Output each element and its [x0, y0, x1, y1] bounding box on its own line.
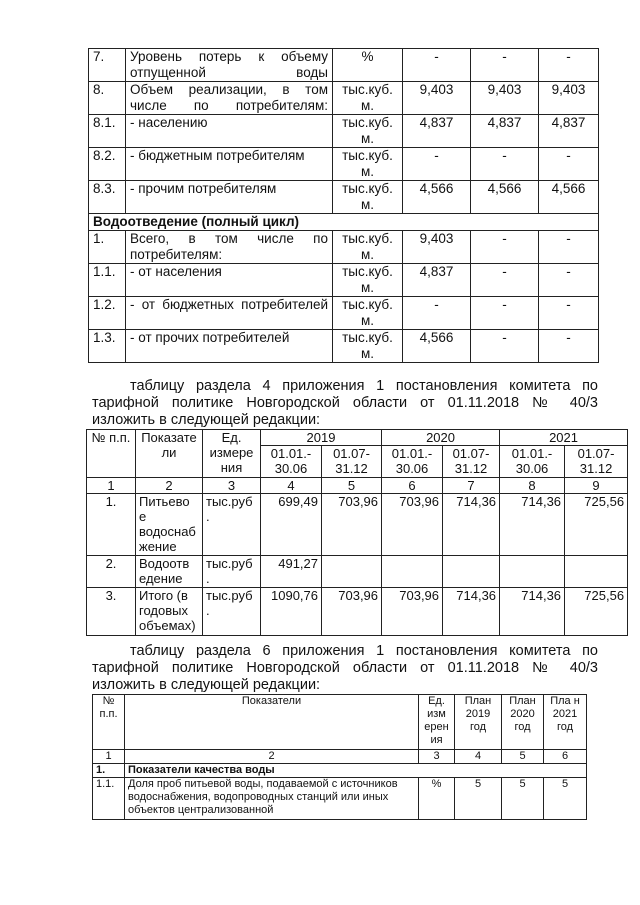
column-number: 3: [203, 478, 261, 494]
row-value: 725,56: [565, 588, 628, 636]
row-number: 8.1.: [89, 115, 126, 148]
row-name: Доля проб питьевой воды, подаваемой с источников водоснабжения, водопроводных станций или иных объектов централизованной: [125, 778, 419, 820]
row-value: [322, 556, 382, 588]
section-row: [89, 214, 599, 231]
column-number: 1: [93, 750, 125, 764]
column-number: 6: [382, 478, 443, 494]
header-period: 01.01.- 30.06: [382, 446, 443, 478]
row-name: - населению: [126, 115, 333, 148]
row-value: -: [471, 264, 539, 297]
column-number: 2: [125, 750, 419, 764]
table-row: [89, 148, 599, 181]
row-number: 1.1.: [89, 264, 126, 297]
row-number: 1.1.: [93, 778, 125, 820]
row-value: 5: [544, 778, 587, 820]
row-unit: тыс.куб. м.: [333, 181, 403, 214]
column-number: 2: [136, 478, 203, 494]
row-value: 703,96: [382, 588, 443, 636]
header-period: 01.01.- 30.06: [261, 446, 322, 478]
row-number: 8.: [89, 82, 126, 115]
row-number: 8.2.: [89, 148, 126, 181]
row-value: 699,49: [261, 494, 322, 556]
section-row: [93, 764, 587, 778]
row-value: -: [539, 49, 599, 82]
paragraph-line: тарифной политике Новгородской области от 01.11.2018 № 40/3: [92, 395, 598, 411]
row-value: 4,566: [403, 181, 471, 214]
column-number: 9: [565, 478, 628, 494]
table-row: [87, 588, 628, 636]
column-number: 4: [261, 478, 322, 494]
section-title: Показатели качества воды: [125, 764, 587, 778]
row-number: 3.: [87, 588, 136, 636]
column-number: 6: [544, 750, 587, 764]
row-number: 8.3.: [89, 181, 126, 214]
header-unit: Ед. изм ерен ия: [419, 695, 455, 750]
row-name: Всего, в том числе по потребителям:: [126, 231, 333, 264]
row-value: -: [471, 330, 539, 363]
column-number: 4: [455, 750, 502, 764]
column-number: 5: [322, 478, 382, 494]
row-unit: тыс.куб. м.: [333, 82, 403, 115]
row-value: -: [539, 330, 599, 363]
table-row: [89, 82, 599, 115]
row-number: 1.2.: [89, 297, 126, 330]
row-value: 9,403: [403, 82, 471, 115]
table-row: [89, 181, 599, 214]
row-name: Уровень потерь к объему отпущенной воды: [126, 49, 333, 82]
column-number: 3: [419, 750, 455, 764]
row-value: -: [539, 231, 599, 264]
row-value: 714,36: [500, 494, 565, 556]
paragraph-line: изложить в следующей редакции:: [92, 677, 321, 693]
table-row: [89, 330, 599, 363]
row-value: 1090,76: [261, 588, 322, 636]
row-value: 5: [502, 778, 544, 820]
row-value: 491,27: [261, 556, 322, 588]
row-value: -: [471, 231, 539, 264]
row-name: - от прочих потребителей: [126, 330, 333, 363]
table-row: [89, 49, 599, 82]
row-unit: тыс.куб. м.: [333, 264, 403, 297]
row-unit: %: [333, 49, 403, 82]
table-row: [89, 264, 599, 297]
row-value: -: [539, 297, 599, 330]
header-period: 01.07- 31.12: [443, 446, 500, 478]
header-period: 01.07- 31.12: [322, 446, 382, 478]
amendment-paragraph: [92, 643, 598, 694]
row-name: - прочим потребителям: [126, 181, 333, 214]
row-value: 4,837: [539, 115, 599, 148]
header-indicators: Показатели: [125, 695, 419, 750]
row-unit: тыс.куб. м.: [333, 297, 403, 330]
row-value: 725,56: [565, 494, 628, 556]
table-row: [93, 778, 587, 820]
header-number: № п.п.: [93, 695, 125, 750]
row-value: 703,96: [322, 494, 382, 556]
header-plan: Пла н 2021 год: [544, 695, 587, 750]
row-unit: тыс.руб .: [203, 556, 261, 588]
row-unit: тыс.куб. м.: [333, 231, 403, 264]
row-value: 4,837: [403, 264, 471, 297]
table-row: [87, 494, 628, 556]
row-value: 4,566: [471, 181, 539, 214]
row-value: 714,36: [443, 588, 500, 636]
header-row: [93, 695, 587, 750]
column-number-row: [87, 478, 628, 494]
header-period: 01.01.- 30.06: [500, 446, 565, 478]
row-value: 4,837: [471, 115, 539, 148]
column-number: 5: [502, 750, 544, 764]
table-row: [89, 297, 599, 330]
quality-indicators-table: [92, 694, 587, 820]
column-number: 1: [87, 478, 136, 494]
row-value: [382, 556, 443, 588]
column-number: 8: [500, 478, 565, 494]
row-number: 2.: [87, 556, 136, 588]
column-number-row: [93, 750, 587, 764]
row-value: [443, 556, 500, 588]
row-name: Питьево е водоснаб жение: [136, 494, 203, 556]
paragraph-line: таблицу раздела 6 приложения 1 постановления комитета по: [130, 643, 598, 659]
row-value: -: [471, 148, 539, 181]
row-name: - от населения: [126, 264, 333, 297]
row-unit: тыс.руб .: [203, 588, 261, 636]
row-value: 703,96: [382, 494, 443, 556]
header-period: 01.07- 31.12: [565, 446, 628, 478]
row-value: [500, 556, 565, 588]
row-number: 1.: [87, 494, 136, 556]
row-value: -: [471, 49, 539, 82]
row-value: 4,837: [403, 115, 471, 148]
row-number: 7.: [89, 49, 126, 82]
paragraph-line: таблицу раздела 4 приложения 1 постановления комитета по: [130, 378, 598, 394]
row-value: 4,566: [539, 181, 599, 214]
row-unit: тыс.куб. м.: [333, 115, 403, 148]
row-name: Объем реализации, в том числе по потребителям:: [126, 82, 333, 115]
row-value: 4,566: [403, 330, 471, 363]
section-title: Водоотведение (полный цикл): [89, 214, 599, 231]
row-number: 1.: [89, 231, 126, 264]
row-value: -: [471, 297, 539, 330]
table-row: [87, 556, 628, 588]
row-value: 9,403: [471, 82, 539, 115]
row-unit: %: [419, 778, 455, 820]
row-value: -: [403, 297, 471, 330]
column-number: 7: [443, 478, 500, 494]
header-plan: План 2019 год: [455, 695, 502, 750]
row-value: 703,96: [322, 588, 382, 636]
paragraph-line: тарифной политике Новгородской области от 01.11.2018 № 40/3: [92, 660, 598, 676]
row-unit: тыс.куб. м.: [333, 148, 403, 181]
header-indicators: Показате ли: [136, 430, 203, 478]
row-number: 1.3.: [89, 330, 126, 363]
row-name: Водоотв едение: [136, 556, 203, 588]
header-row: [87, 430, 628, 446]
amendment-paragraph: [92, 378, 598, 429]
row-value: 5: [455, 778, 502, 820]
row-name: Итого (в годовых объемах): [136, 588, 203, 636]
row-value: 714,36: [500, 588, 565, 636]
row-name: - бюджетным потребителям: [126, 148, 333, 181]
header-year: 2021: [500, 430, 628, 446]
row-name: - от бюджетных потребителей: [126, 297, 333, 330]
header-unit: Ед. измере ния: [203, 430, 261, 478]
header-plan: План 2020 год: [502, 695, 544, 750]
table-row: [89, 115, 599, 148]
paragraph-line: изложить в следующей редакции:: [92, 412, 321, 428]
row-value: -: [403, 49, 471, 82]
row-value: 9,403: [539, 82, 599, 115]
header-year: 2019: [261, 430, 382, 446]
indicators-table: [88, 48, 599, 363]
row-value: 9,403: [403, 231, 471, 264]
row-unit: тыс.куб. м.: [333, 330, 403, 363]
row-value: -: [539, 148, 599, 181]
header-year: 2020: [382, 430, 500, 446]
tariff-table: [86, 429, 628, 636]
row-value: [565, 556, 628, 588]
table-row: [89, 231, 599, 264]
section-number: 1.: [93, 764, 125, 778]
row-unit: тыс.руб .: [203, 494, 261, 556]
header-number: № п.п.: [87, 430, 136, 478]
row-value: -: [403, 148, 471, 181]
row-value: -: [539, 264, 599, 297]
row-value: 714,36: [443, 494, 500, 556]
